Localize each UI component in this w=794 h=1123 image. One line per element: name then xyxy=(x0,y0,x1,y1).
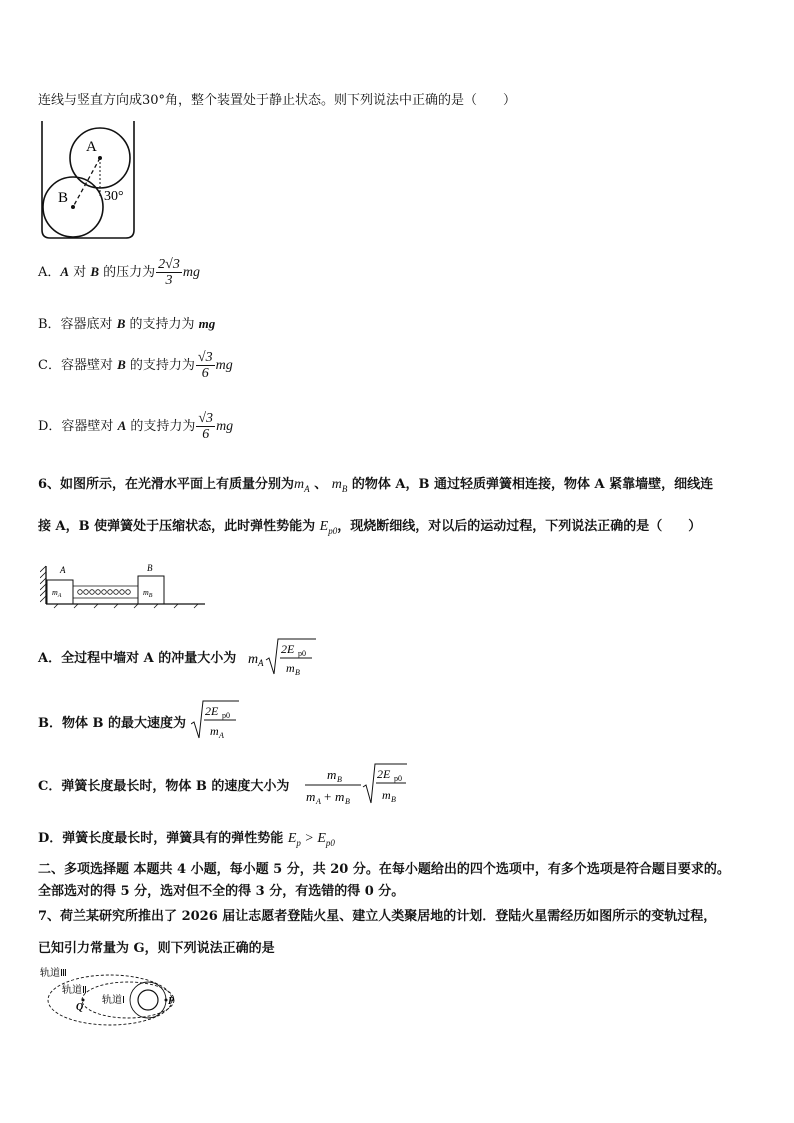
q6-figure xyxy=(40,560,210,610)
svg-text:m: m xyxy=(327,767,337,782)
q7-stem-line2: 已知引力常量为 G，则下列说法正确的是 xyxy=(38,941,275,956)
fig5-angle: 30° xyxy=(104,189,124,204)
orbit-3-label: 轨道Ⅲ xyxy=(40,968,67,979)
section2-line1: 二、多项选择题 本题共 4 小题，每小题 5 分，共 20 分。在每小题给出的四个选项中，有多个选项是符合题目要求的。 xyxy=(38,862,730,877)
q6-option-c: C．弹簧长度最长时，物体 B 的速度大小为 xyxy=(38,779,290,794)
svg-text:2E: 2E xyxy=(281,642,295,656)
svg-text:B: B xyxy=(295,668,300,677)
q5-option-d: D．容器壁对 A 的支持力为 $\frac{√3}{6}$ mg xyxy=(38,411,234,442)
orbit-2-label: 轨道Ⅱ xyxy=(62,985,87,996)
q7-stem-line1: 7、荷兰某研究所推出了 2026 届让志愿者登陆火星、建立人类聚居地的计划．登陆火星需经历如图所示的变轨过程， xyxy=(38,909,717,924)
svg-text:p0: p0 xyxy=(222,711,230,720)
orbit-1-label: 轨道Ⅰ xyxy=(102,995,125,1006)
q5-intro: 连线与竖直方向成30°角，整个装置处于静止状态。则下列说法中正确的是（ ） xyxy=(38,93,517,108)
q6-stem-line2: 接 A，B 使弹簧处于压缩状态，此时弹性势能为 $E_{p0}$，现烧断细线，对以后的运动过程，下列说法正确的是（ ） xyxy=(38,519,702,536)
svg-text:2E: 2E xyxy=(205,704,219,718)
q6-option-b: B．物体 B 的最大速度为 xyxy=(38,716,187,731)
q6-option-a-formula xyxy=(248,636,318,678)
q6-stem-line1: 6、如图所示，在光滑水平面上有质量分别为$m_A$ 、 $m_B$ 的物体 A，B 通过轻质弹簧相连接，物体 A 紧靠墙壁，细线连 xyxy=(38,477,714,494)
svg-text:m: m xyxy=(335,789,345,804)
fraction: $\frac{2√3}{3}$ xyxy=(158,257,180,288)
fig5-label-b: B xyxy=(58,190,69,206)
svg-text:A: A xyxy=(219,731,224,740)
section2-line2: 全部选对的得 5 分，选对但不全的得 3 分，有选错的得 0 分。 xyxy=(38,884,405,899)
q5-option-a: A．A 对 B 的压力为 $\frac{2√3}{3}$ mg xyxy=(38,257,200,288)
q7-figure xyxy=(38,966,188,1034)
svg-text:p0: p0 xyxy=(298,649,306,658)
q5-option-c: C．容器壁对 B 的支持力为 $\frac{√3}{6}$ mg xyxy=(38,350,233,381)
point-p-label: P xyxy=(168,996,175,1007)
fig5-label-a: A xyxy=(86,139,97,155)
svg-text:A: A xyxy=(316,797,321,806)
fig6-mb: $m_B$ xyxy=(143,588,153,599)
fig6-label-b: B xyxy=(147,563,153,573)
svg-text:B: B xyxy=(391,795,396,804)
svg-text:m: m xyxy=(248,652,259,667)
svg-text:m: m xyxy=(286,661,295,675)
svg-text:2E: 2E xyxy=(377,767,391,781)
q5-option-b: B．容器底对 B 的支持力为 mg xyxy=(38,316,216,332)
svg-text:p0: p0 xyxy=(394,774,402,783)
svg-text:m: m xyxy=(382,788,391,802)
q5-figure xyxy=(38,118,138,244)
q6-option-a: A．全过程中墙对 A 的冲量大小为 xyxy=(38,651,237,666)
q6-option-b-formula xyxy=(191,698,241,742)
svg-text:B: B xyxy=(345,797,350,806)
svg-text:A: A xyxy=(258,658,264,668)
fig6-label-a: A xyxy=(60,565,66,575)
svg-text:B: B xyxy=(337,775,342,784)
svg-text:+: + xyxy=(324,789,332,804)
q6-option-d: D．弹簧长度最长时，弹簧具有的弹性势能 $E_p > E_{p0}$ xyxy=(38,831,335,848)
q6-option-c-formula xyxy=(303,761,409,807)
point-q-label: Q xyxy=(76,1002,84,1013)
fig6-ma: $m_A$ xyxy=(52,588,62,599)
svg-text:m: m xyxy=(306,789,316,804)
svg-text:m: m xyxy=(210,724,219,738)
